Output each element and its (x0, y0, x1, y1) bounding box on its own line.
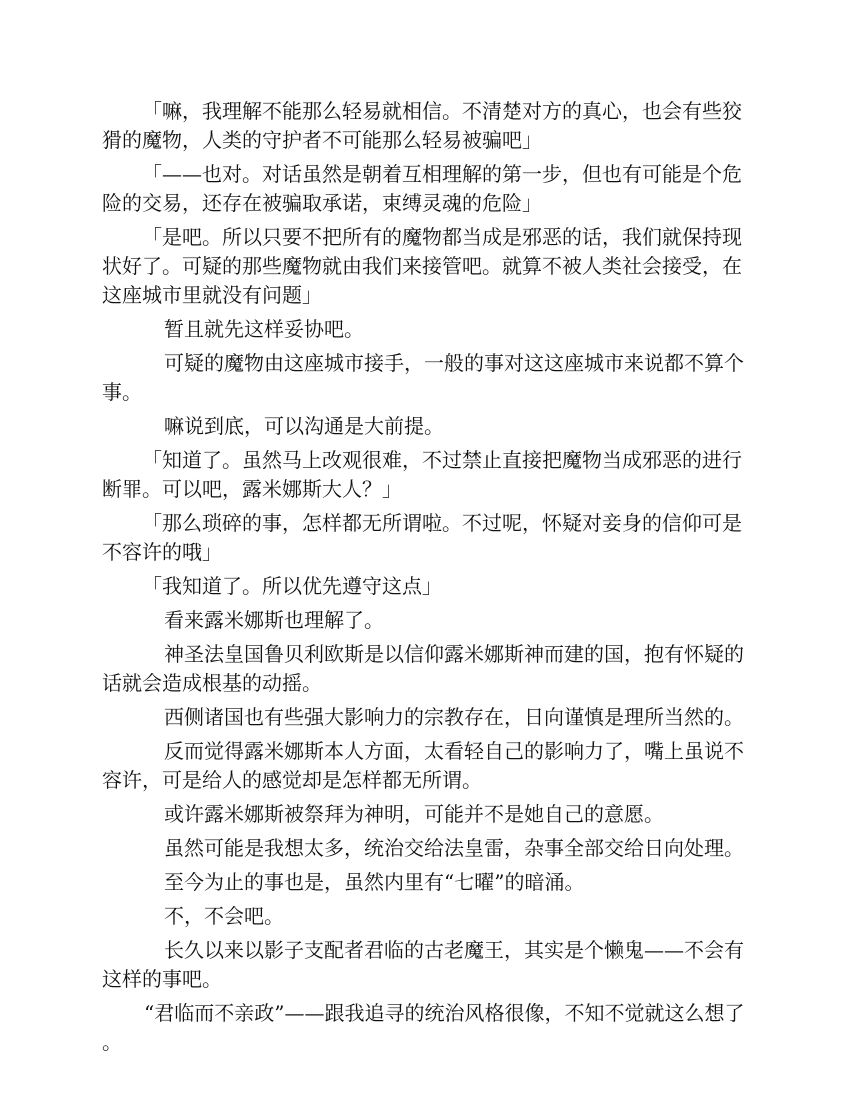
paragraph: 长久以来以影子支配者君临的古老魔王，其实是个懒鬼——不会有这样的事吧。 (102, 938, 744, 991)
paragraph: 至今为止的事也是，虽然内里有“七曜”的暗涌。 (164, 870, 585, 894)
paragraph: 虽然可能是我想太多，统治交给法皇雷，杂事全部交给日向处理。 (164, 836, 744, 860)
paragraph: “君临而不亲政”——跟我追寻的统治风格很像，不知不觉就这么想了。 (102, 1001, 745, 1054)
paragraph: 「嘛，我理解不能那么轻易就相信。不清楚对方的真心，也会有些狡猾的魔物，人类的守护者不可能那么轻易被骗吧」 (102, 99, 742, 152)
paragraph: 「那么琐碎的事，怎样都无所谓啦。不过呢，怀疑对妾身的信仰可是不容许的哦」 (102, 511, 742, 564)
document-body (102, 97, 748, 1062)
paragraph: 「是吧。所以只要不把所有的魔物都当成是邪恶的话，我们就保持现状好了。可疑的那些魔物就由我们来接管吧。就算不被人类社会接受，在这座城市里就没有问题」 (102, 225, 742, 307)
paragraph: 不，不会吧。 (164, 904, 284, 928)
paragraph: 「我知道了。所以优先遵守这点」 (142, 574, 442, 598)
paragraph: 或许露米娜斯被祭拜为神明，可能并不是她自己的意愿。 (164, 802, 664, 826)
paragraph: 「——也对。对话虽然是朝着互相理解的第一步，但也有可能是个危险的交易，还存在被骗取承诺，束缚灵魂的危险」 (102, 162, 742, 215)
paragraph: 可疑的魔物由这座城市接手，一般的事对这这座城市来说都不算个事。 (102, 351, 744, 404)
paragraph: 看来露米娜斯也理解了。 (164, 608, 384, 632)
paragraph: 反而觉得露米娜斯本人方面，太看轻自己的影响力了，嘴上虽说不容许，可是给人的感觉却是怎样都无所谓。 (102, 739, 744, 792)
paragraph: 嘛说到底，可以沟通是大前提。 (164, 414, 444, 438)
paragraph: 神圣法皇国鲁贝利欧斯是以信仰露米娜斯神而建的国，抱有怀疑的话就会造成根基的动摇。 (102, 642, 744, 695)
paragraph: 西侧诸国也有些强大影响力的宗教存在，日向谨慎是理所当然的。 (164, 705, 744, 729)
paragraph: 「知道了。虽然马上改观很难，不过禁止直接把魔物当成邪恶的进行断罪。可以吧，露米娜斯大人？」 (102, 448, 742, 501)
paragraph: 暂且就先这样妥协吧。 (164, 317, 364, 341)
